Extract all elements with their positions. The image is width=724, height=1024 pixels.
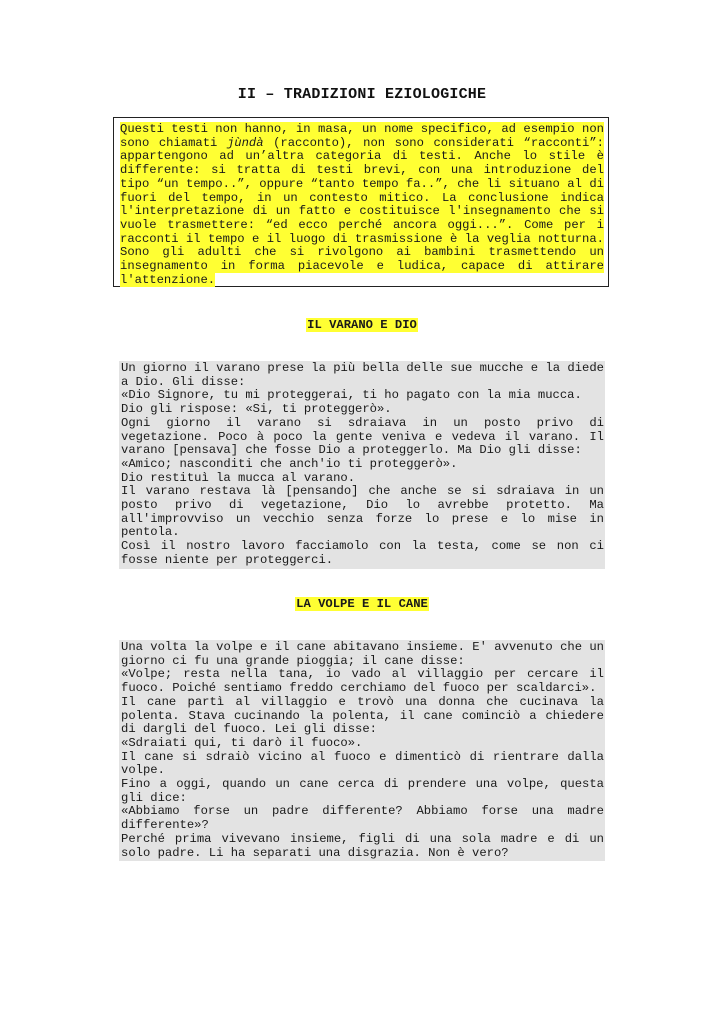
paragraph: «Dio Signore, tu mi proteggerai, ti ho pagato con la mia mucca. [121, 388, 582, 403]
paragraph: «Amico; nasconditi che anch'io ti proteggerò». [121, 456, 458, 471]
paragraph: Dio gli rispose: «Si, ti proteggerò». [121, 402, 392, 417]
story-varano-text [119, 361, 605, 569]
story-title-volpe [0, 597, 724, 611]
paragraph: Dio restituì la mucca al varano. [121, 470, 356, 485]
paragraph: «Abbiamo forse un padre differente? Abbiamo forse una madre differente»? [121, 804, 604, 833]
story-volpe [119, 640, 605, 861]
story-title-volpe-text: LA VOLPE E IL CANE [296, 597, 428, 611]
paragraph: Perché prima vivevano insieme, figli di una sola madre e di un solo padre. Li ha separati una disgrazia. Non è vero? [121, 831, 604, 860]
paragraph: Il cane si sdraiò vicino al fuoco e dimenticò di rientrare dalla volpe. [121, 749, 604, 778]
paragraph: Il varano restava là [pensando] che anche se si sdraiava in un posto privo di vegetazione, Dio lo avrebbe protetto. Ma all'improvviso un vecchio senza forze lo prese e lo mise in pentola. [121, 484, 604, 540]
paragraph: Una volta la volpe e il cane abitavano insieme. E' avvenuto che un giorno ci fu una grande pioggia; il cane disse: [121, 640, 604, 668]
paragraph: Ogni giorno il varano si sdraiava in un posto privo di vegetazione. Poco à poco la gente veniva e vedeva il varano. Il varano [pensava] che fosse Dio a proteggerlo. Ma Dio gli disse: [121, 415, 604, 458]
paragraph: Il cane partì al villaggio e trovò una donna che cucinava la polenta. Stava cucinando la polenta, il cane cominciò a chiedere di dargli del fuoco. Lei gli disse: [121, 694, 604, 737]
paragraph: «Sdraiati qui, ti darò il fuoco». [121, 735, 363, 750]
paragraph: Fino a oggi, quando un cane cerca di prendere una volpe, questa gli dice: [121, 777, 604, 805]
intro-text-start: Questi testi non hanno, in masa, un nome specifico, ad esempio non sono chiamati [120, 122, 604, 150]
story-varano [119, 361, 605, 569]
intro-text [120, 123, 604, 287]
paragraph: «Volpe; resta nella tana, io vado al villaggio per cercare il fuoco. Poiché sentiamo freddo cerchiamo del fuoco per scaldarci». [121, 667, 604, 696]
story-title-varano-text: IL VARANO E DIO [307, 318, 417, 332]
intro-text-rest: (racconto), non sono considerati “racconti”: appartengono ad un’altra categoria di testi. Anche lo stile è differente: si tratta di testi brevi, con una introduzione del tipo “un tempo..”, oppure “tanto tempo fa..”, che li situano al di fuori del tempo, in un contesto mitico. La conclusione indica l'interpretazione di un fatto e costituisce l'insegnamento che si vuole trasmettere: “ed ecco perché ancora oggi...”. Come per i racconti il tempo e il luogo di trasmissione è la veglia notturna. Sono gli adulti che si rivolgono ai bambini trasmettendo un insegnamento in forma piacevole e ludica, capace di attirare l'attenzione. [120, 135, 604, 287]
intro-box [113, 117, 609, 287]
paragraph: Così il nostro lavoro facciamolo con la testa, come se non ci fosse niente per proteggerci. [121, 539, 604, 567]
paragraph: Un giorno il varano prese la più bella delle sue mucche e la diede a Dio. Gli disse: [121, 361, 604, 389]
page-title: II – TRADIZIONI EZIOLOGICHE [237, 86, 487, 103]
intro-italic-word: jùndà [226, 135, 264, 150]
story-title-varano [0, 318, 724, 332]
story-volpe-text [119, 640, 605, 861]
